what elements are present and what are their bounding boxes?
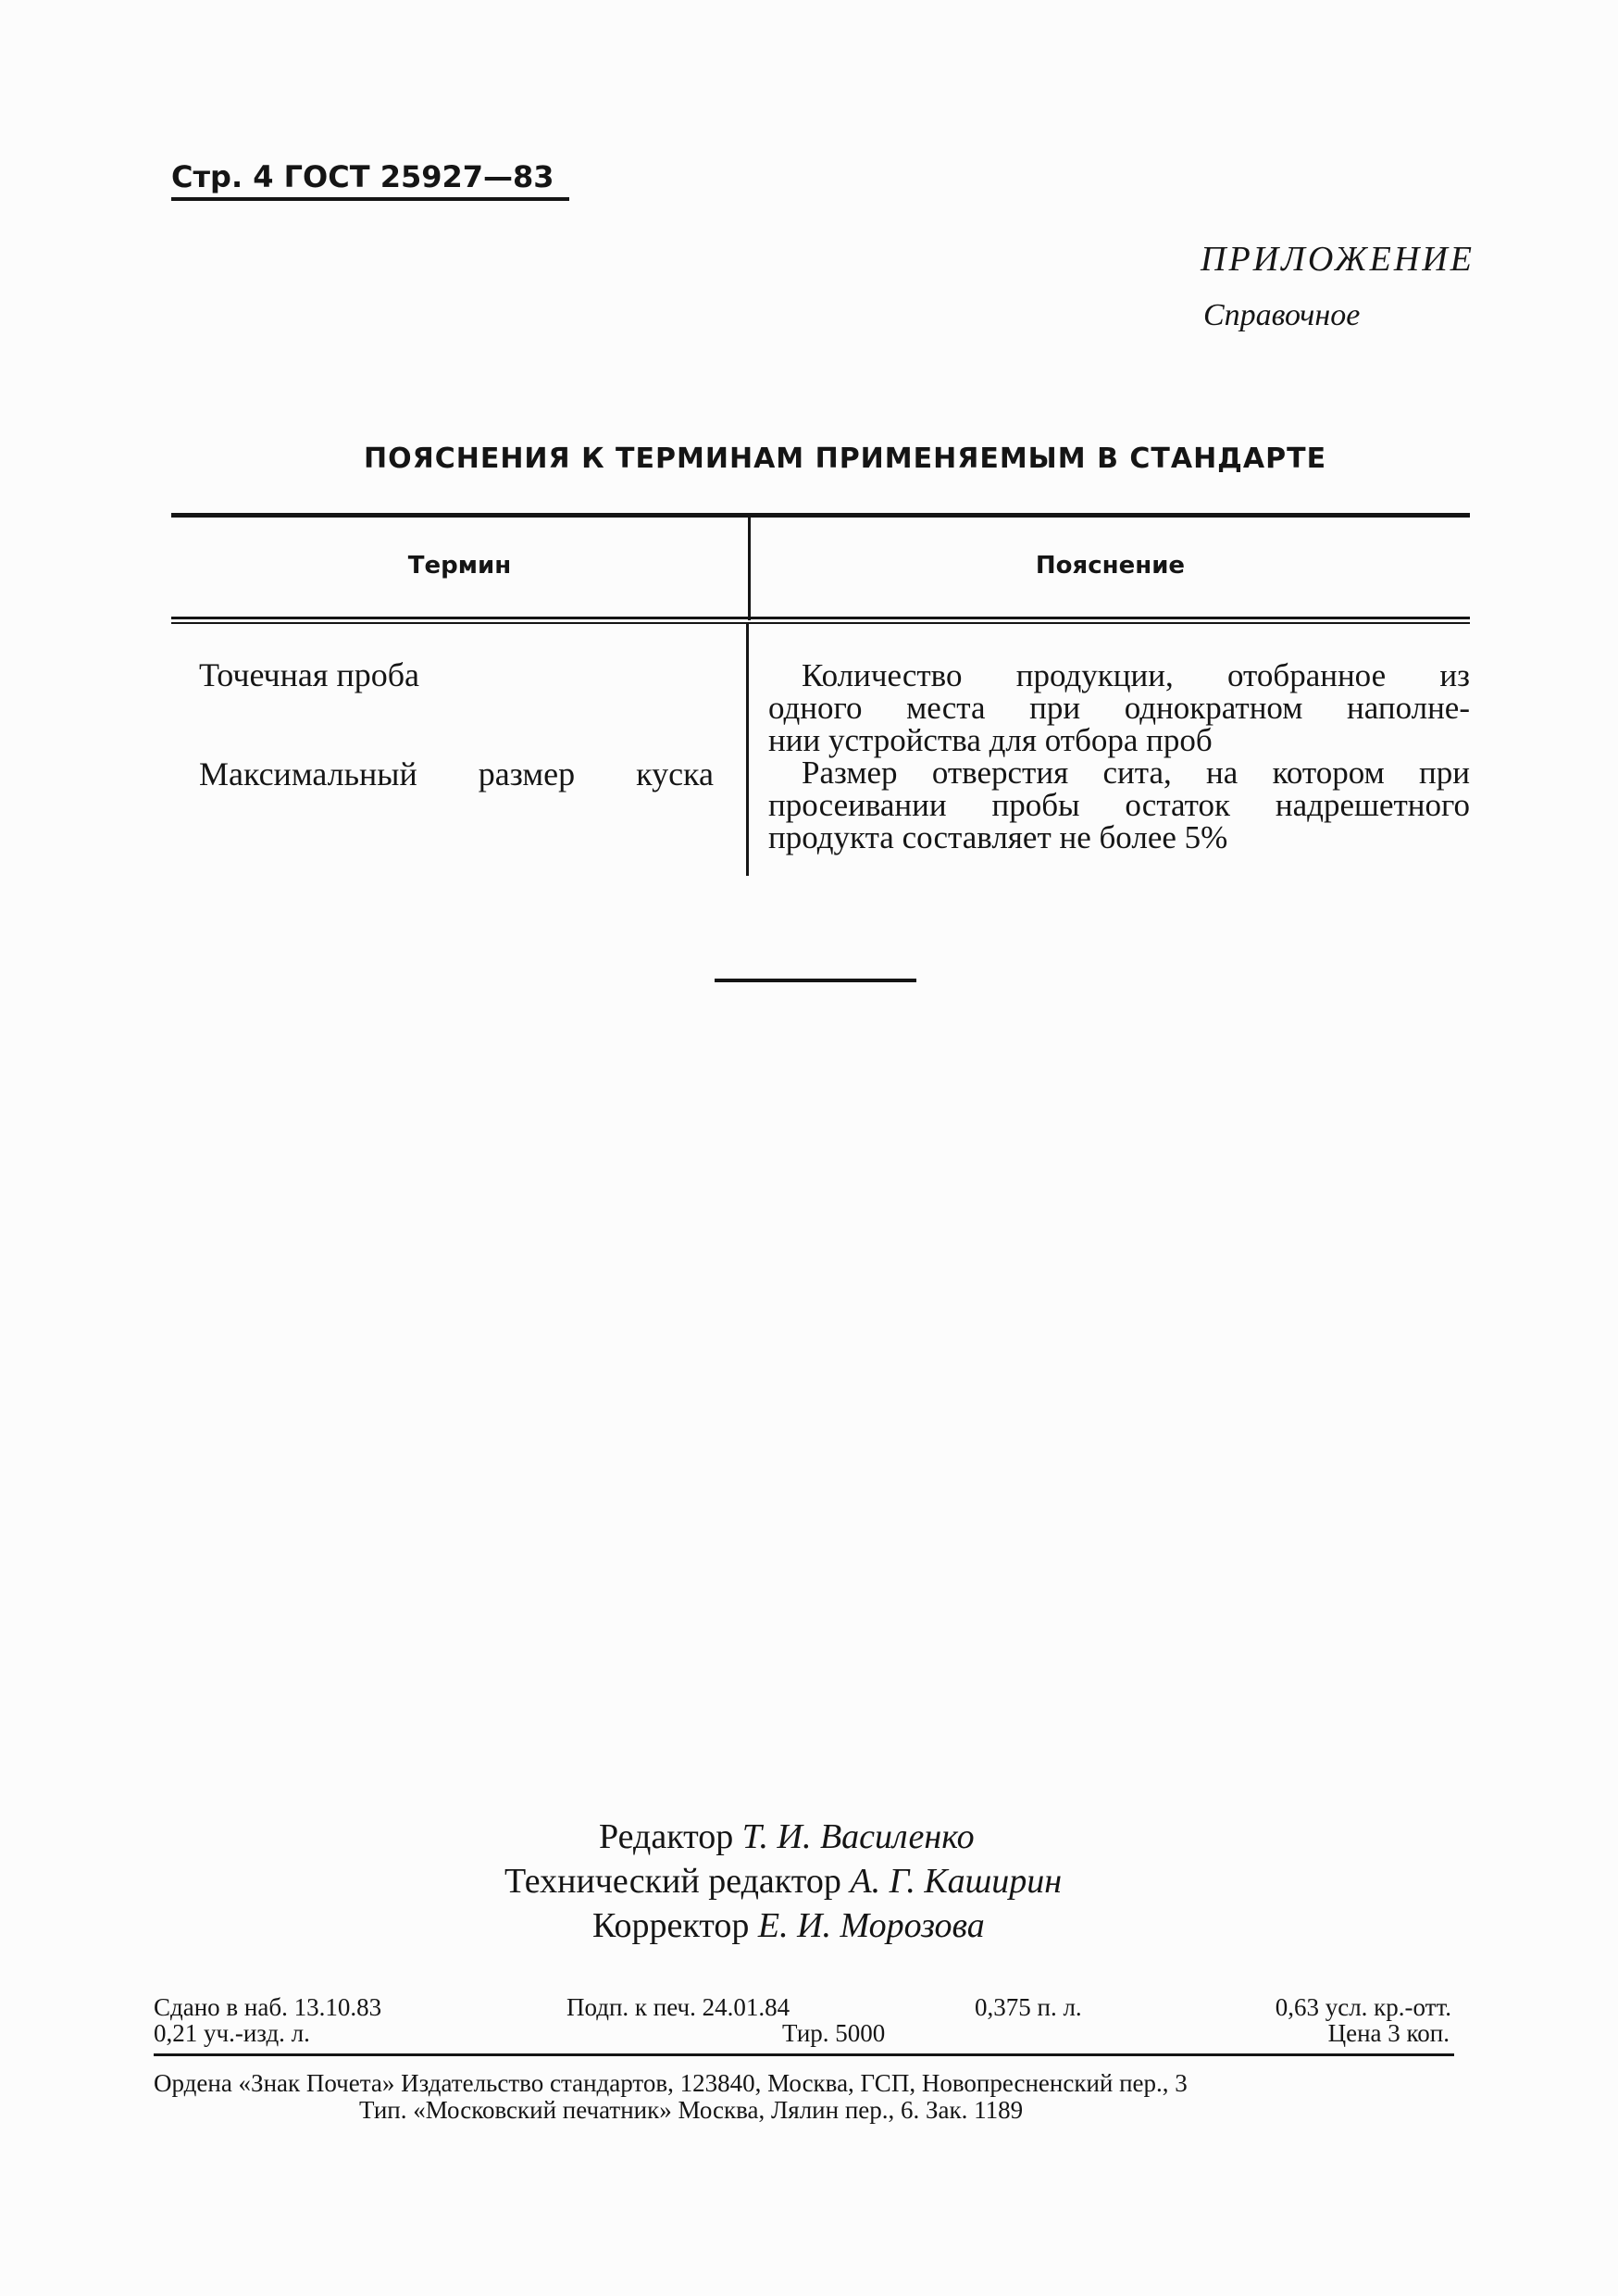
explanation-line: Размер отверстия сита, на котором при [802,755,1470,791]
credit-role: Технический редактор [504,1862,841,1901]
credit-tech-editor [504,1861,1062,1902]
table-header-rule [171,617,1470,619]
imprint-print-sheets: 0,63 усл. кр.-отт. [1275,1993,1451,2021]
explanation-line: продукта составляет не более 5% [768,819,1228,855]
credit-editor [599,1816,975,1857]
page-header: Стр. 4 ГОСТ 25927—83 [171,159,554,194]
explanation-line: одного места при однократном наполне- [768,690,1470,726]
credit-name: Т. И. Василенко [741,1817,975,1856]
table-row-term [199,755,714,793]
term-word: куска [636,755,714,792]
table-body-divider [746,624,749,876]
imprint-publisher-sheets: 0,21 уч.-изд. л. [154,2019,310,2047]
imprint-submitted: Сдано в наб. 13.10.83 [154,1993,382,2021]
credit-corrector [592,1905,985,1946]
credit-role: Редактор [599,1817,734,1856]
table-header-term: Термин [407,552,512,580]
table-top-rule [171,513,1470,518]
imprint-sheets: 0,375 п. л. [975,1993,1082,2021]
imprint-signed: Подп. к печ. 24.01.84 [566,1993,790,2021]
end-separator [715,979,916,982]
appendix-type: Справочное [1203,298,1361,332]
term-word: Максимальный [199,755,417,792]
imprint-price: Цена 3 коп. [1327,2019,1450,2047]
imprint-printer: Тип. «Московский печатник» Москва, Лялин пер., 6. Зак. 1189 [359,2096,1024,2124]
credit-name: А. Г. Каширин [850,1862,1063,1901]
appendix-label: ПРИЛОЖЕНИЕ [1201,240,1475,279]
table-header-rule-second [171,622,1470,624]
table-header-explanation: Пояснение [1035,552,1186,580]
credit-role: Корректор [592,1906,750,1945]
table-row-explanation [768,659,1470,756]
header-underline [171,197,569,201]
term-word: размер [478,755,576,792]
section-title: ПОЯСНЕНИЯ К ТЕРМИНАМ ПРИМЕНЯЕМЫМ В СТАНДАРТЕ [364,443,1327,475]
table-row-explanation [768,756,1470,854]
explanation-line: Количество продукции, отобранное из [802,657,1470,693]
explanation-line: нии устройства для отбора проб [768,722,1213,758]
imprint-rule [154,2053,1454,2056]
table-row-term: Точечная проба [199,656,420,693]
explanation-line: просеивании пробы остаток надрешетного [768,787,1470,823]
credit-name: Е. И. Морозова [757,1906,985,1945]
imprint-print-run: Тир. 5000 [782,2019,886,2047]
imprint-publisher: Ордена «Знак Почета» Издательство стандартов, 123840, Москва, ГСП, Новопресненский пер., 3 [154,2069,1188,2097]
